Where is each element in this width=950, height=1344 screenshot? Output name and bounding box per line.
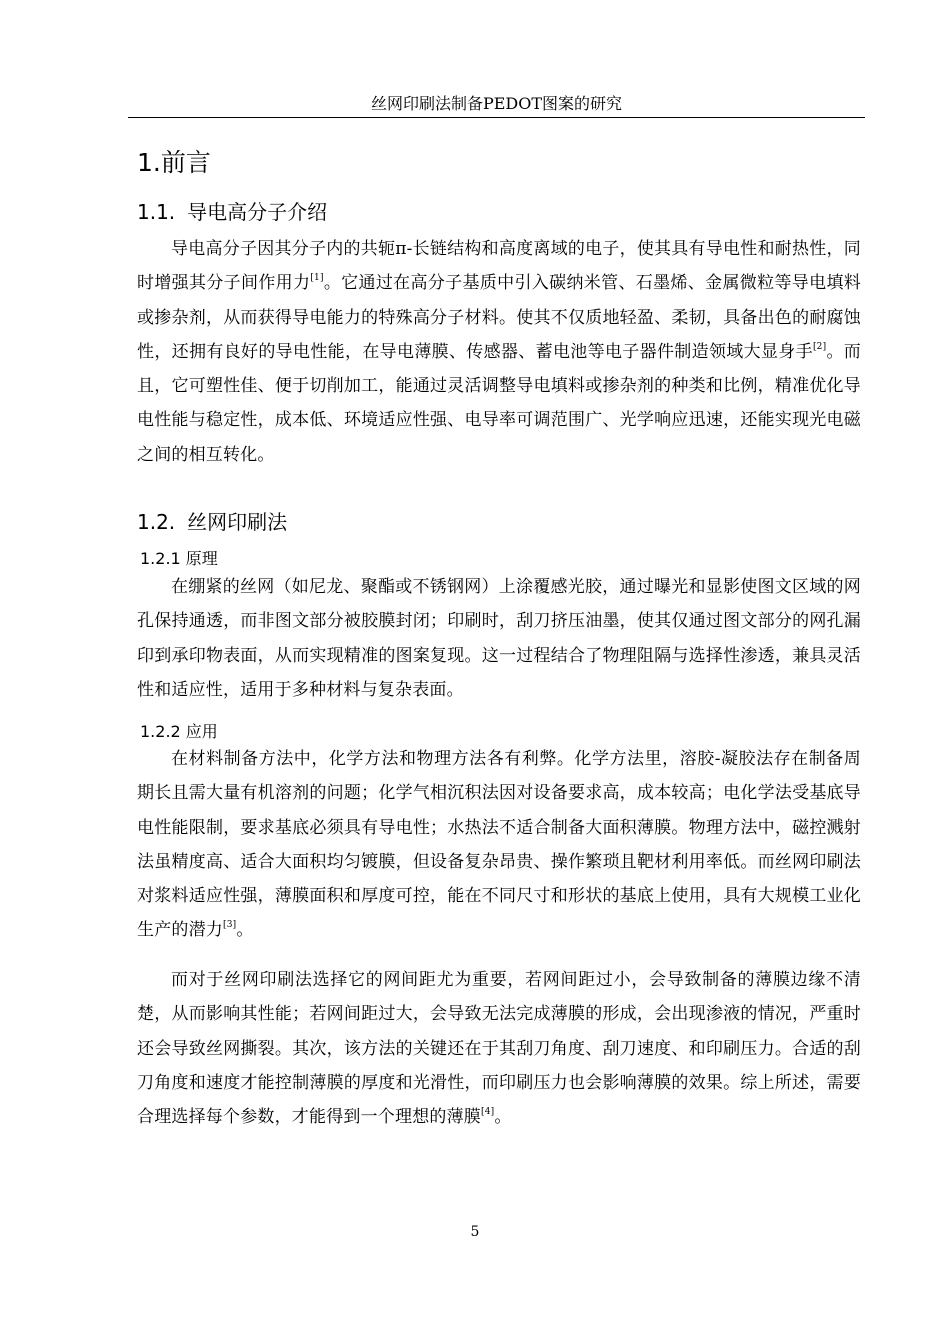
section-title: 丝网印刷法 — [187, 510, 288, 534]
citation: [1] — [310, 273, 324, 284]
page-number: 5 — [470, 1224, 480, 1240]
section-number: 1.2. — [137, 510, 176, 534]
header-rule — [128, 117, 865, 118]
citation: [4] — [481, 1107, 495, 1118]
paragraph-application-2: 而对于丝网印刷法选择它的网间距尤为重要，若网间距过小，会导致制备的薄膜边缘不清楚，从而影响其性能；若网间距过大，会导致无法完成薄膜的形成，会出现渗液的情况，严重时还会导致丝网撕裂。其次，该方法的关键还在于其刮刀角度、刮刀速度、和印刷压力。合适的刮刀角度和速度才能控制薄膜的厚度和光滑性，而印刷压力也会影响薄膜的效果。综上所述，需要合理选择每个参数，才能得到一个理想的薄膜[4]。 — [137, 970, 861, 1128]
citation: [2] — [812, 341, 827, 352]
section-number: 1. — [137, 148, 161, 177]
running-header: 丝网印刷法制备PEDOT图案的研究 — [370, 94, 623, 113]
paragraph-principle: 在绷紧的丝网（如尼龙、聚酯或不锈钢网）上涂覆感光胶，通过曝光和显影使图文区域的网孔保持通透，而非图文部分被胶膜封闭；印刷时，刮刀挤压油墨，使其仅通过图文部分的网孔漏印到承印物表面，从而实现精准的图案复现。这一过程结合了物理阻隔与选择性渗透，兼具灵活性和适应性，适用于多种材料与复杂表面。 — [137, 577, 861, 700]
section-title: 前言 — [160, 148, 211, 177]
section-heading-1-1 — [137, 198, 327, 226]
section-title: 导电高分子介绍 — [187, 200, 328, 224]
section-number: 1.1. — [137, 200, 176, 224]
section-heading-1-2 — [137, 508, 287, 536]
citation: [3] — [223, 920, 237, 931]
section-heading-1 — [137, 145, 211, 181]
paragraph-conductive-polymers: 导电高分子因其分子内的共轭π-长链结构和高度离域的电子，使其具有导电性和耐热性，同时增强其分子间作用力[1]。它通过在高分子基质中引入碳纳米管、石墨烯、金属微粒等导电填料或掺杂剂，从而获得导电能力的特殊高分子材料。使其不仅质地轻盈、柔韧，具备出色的耐腐蚀性，还拥有良好的导电性能，在导电薄膜、传感器、蓄电池等电子器件制造领域大显身手[2]。而且，它可塑性佳、便于切削加工，能通过灵活调整导电填料或掺杂剂的种类和比例，精准优化导电性能与稳定性，成本低、环境适应性强、电导率可调范围广、光学响应迅速，还能实现光电磁之间的相互转化。 — [137, 239, 861, 465]
paragraph-application-1: 在材料制备方法中，化学方法和物理方法各有利弊。化学方法里，溶胶-凝胶法存在制备周期长且需大量有机溶剂的问题；化学气相沉积法因对设备要求高，成本较高；电化学法受基底导电性能限制，要求基底必须具有导电性；水热法不适合制备大面积薄膜。物理方法中，磁控溅射法虽精度高、适合大面积均匀镀膜，但设备复杂昂贵、操作繁琐且靶材利用率低。而丝网印刷法对浆料适应性强，薄膜面积和厚度可控，能在不同尺寸和形状的基底上使用，具有大规模工业化生产的潜力[3]。 — [137, 749, 861, 941]
subsection-heading-1-2-2: 1.2.2 应用 — [140, 722, 218, 741]
subsection-heading-1-2-1: 1.2.1 原理 — [140, 549, 218, 568]
